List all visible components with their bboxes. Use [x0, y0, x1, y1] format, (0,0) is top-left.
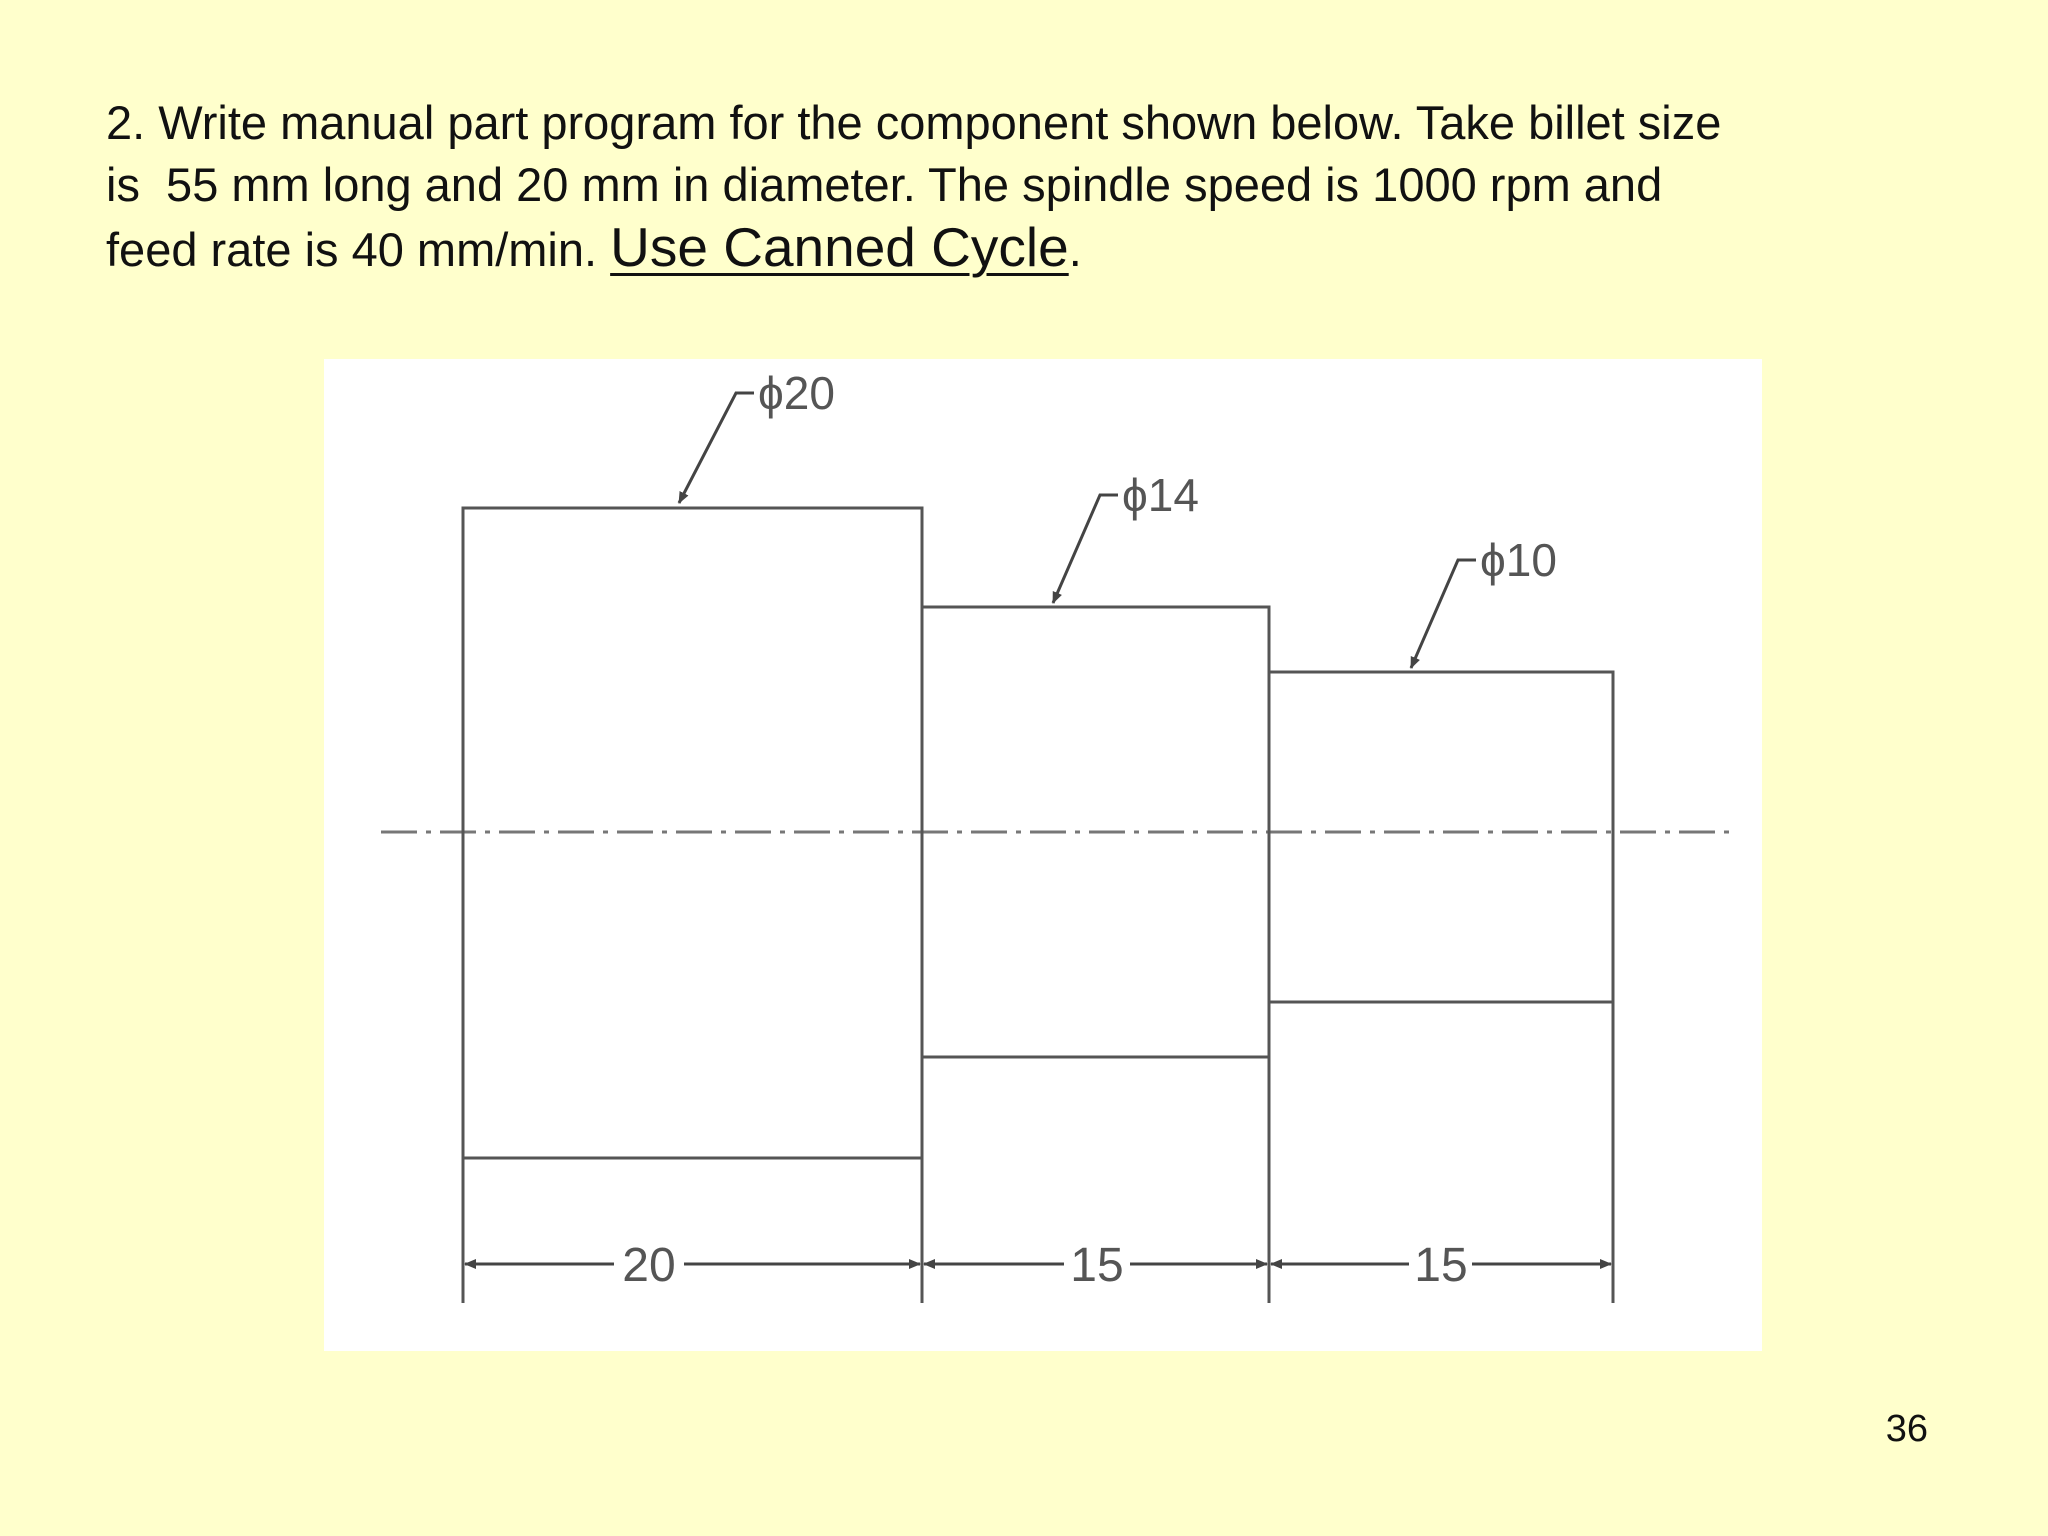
- dimension-length-15-middle: 15: [1070, 1239, 1124, 1292]
- dimension-length-15-right: 15: [1414, 1239, 1468, 1292]
- canned-cycle-emphasis: Use Canned Cycle: [610, 216, 1069, 278]
- question-line-3-prefix: feed rate is 40 mm/min.: [106, 223, 611, 276]
- question-line-2: is 55 mm long and 20 mm in diameter. The spindle speed is 1000 rpm and: [106, 158, 1663, 211]
- diameter-leaders: [679, 393, 1476, 668]
- step-diameter-10: [1269, 672, 1613, 1002]
- stepped-shaft-drawing: [324, 359, 1762, 1351]
- label-diameter-20: ϕ20: [758, 367, 835, 419]
- dimension-length-20: 20: [622, 1239, 676, 1292]
- question-line-1: 2. Write manual part program for the component shown below. Take billet size: [106, 96, 1722, 149]
- question-line-3: [106, 216, 1956, 281]
- drawing-svg: [324, 359, 1762, 1351]
- question-line-3-suffix: .: [1068, 223, 1082, 276]
- label-diameter-14: ϕ14: [1122, 469, 1199, 521]
- question-text: [106, 92, 1956, 281]
- label-diameter-10: ϕ10: [1480, 534, 1557, 586]
- page-number: 36: [1885, 1408, 1928, 1450]
